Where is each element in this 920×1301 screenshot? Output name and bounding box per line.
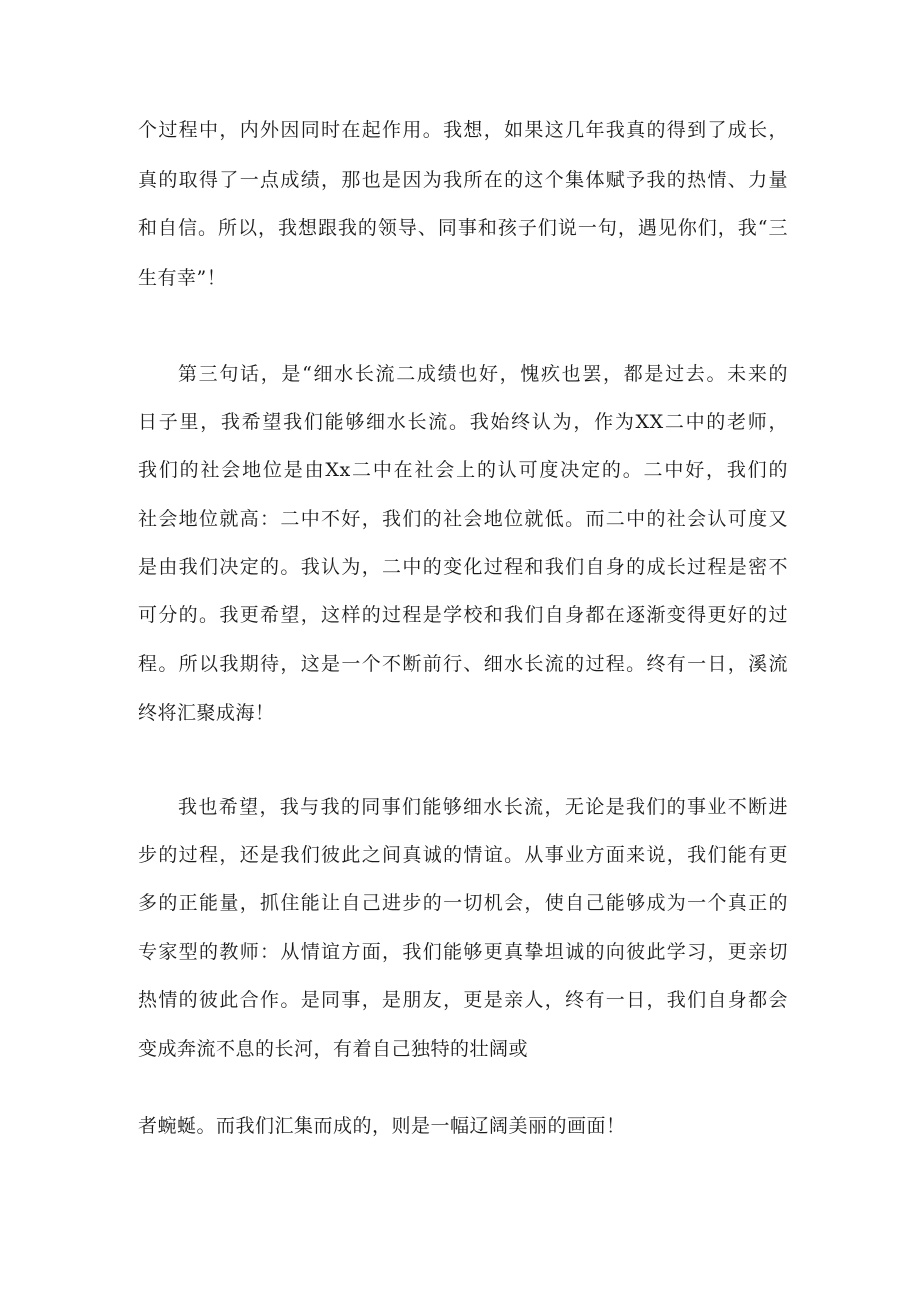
text-line: 可分的。我更希望，这样的过程是学校和我们自身都在逐渐变得更好的过 (138, 604, 788, 626)
text-line: 终将汇聚成海！ (138, 702, 275, 724)
text-line: 者蜿蜒。而我们汇集而成的，则是一幅辽阔美丽的画面！ (138, 1115, 626, 1137)
text-line: 和自信。所以，我想跟我的领导、同事和孩子们说一句，遇见你们，我“三 (138, 217, 788, 239)
text-line: 我们的社会地位是由Xx二中在社会上的认可度决定的。二中好，我们的 (138, 459, 788, 481)
text-line: 是由我们决定的。我认为，二中的变化过程和我们自身的成长过程是密不 (138, 556, 788, 578)
text-line: 步的过程，还是我们彼此之间真诚的情谊。从事业方面来说，我们能有更 (138, 844, 788, 866)
text-line: 社会地位就高：二中不好，我们的社会地位就低。而二中的社会认可度又 (138, 508, 788, 530)
text-line: 我也希望，我与我的同事们能够细水长流，无论是我们的事业不断进 (178, 796, 788, 818)
text-line: 第三句话，是“细水长流二成绩也好，愧疚也罢，都是过去。未来的 (178, 363, 788, 385)
text-line: 个过程中，内外因同时在起作用。我想，如果这几年我真的得到了成长， (138, 119, 788, 141)
text-line: 程。所以我期待，这是一个不断前行、细水长流的过程。终有一日，溪流 (138, 653, 788, 675)
text-line: 专家型的教师：从情谊方面，我们能够更真挚坦诚的向彼此学习，更亲切 (138, 941, 788, 963)
text-line: 日子里，我希望我们能够细水长流。我始终认为，作为XX二中的老师， (138, 411, 788, 433)
text-line: 热情的彼此合作。是同事，是朋友，更是亲人，终有一日，我们自身都会 (138, 989, 788, 1011)
text-line: 变成奔流不息的长河，有着自己独特的壮阔或 (138, 1038, 529, 1060)
text-line: 真的取得了一点成绩，那也是因为我所在的这个集体赋予我的热情、力量 (138, 169, 788, 191)
text-line: 生有幸”！ (138, 267, 227, 289)
text-line: 多的正能量，抓住能让自己进步的一切机会，使自己能够成为一个真正的 (138, 892, 788, 914)
